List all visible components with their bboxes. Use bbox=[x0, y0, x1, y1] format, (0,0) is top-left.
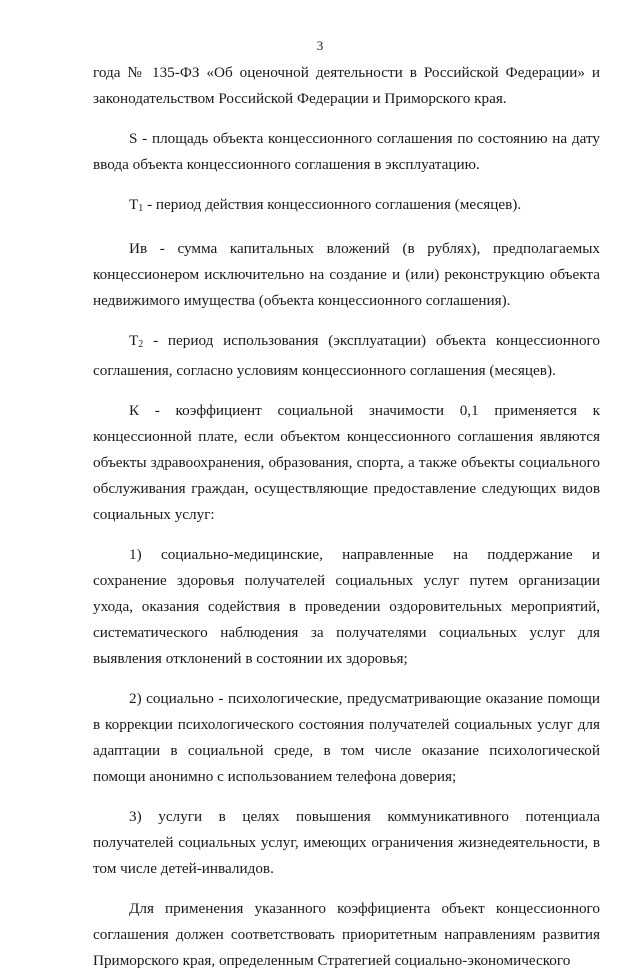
paragraph-k-definition: К - коэффициент социальной значимости 0,1 применяется к концессионной плате, если объектом концессионного соглашения являются объекты здравоохранения, образования, спорта, а также объекты социального обслуживания граждан, осуществляющие предоставление следующих видов социальных услуг: bbox=[93, 402, 600, 523]
t1-subscript: 1 bbox=[138, 203, 144, 214]
paragraph-t1-definition bbox=[93, 192, 600, 222]
page-number: 3 bbox=[316, 38, 324, 53]
t2-text: - период использования (эксплуатации) объекта концессионного соглашения, согласно условиям концессионного соглашения (месяцев). bbox=[93, 332, 600, 379]
t2-subscript: 2 bbox=[138, 339, 144, 350]
t1-symbol: T bbox=[129, 196, 139, 213]
paragraph-coefficient-conditions: Для применения указанного коэффициента объект концессионного соглашения должен соответствовать приоритетным направлениям развития Приморского края, определенным Стратегией социально-экономического bbox=[93, 900, 600, 969]
t1-text: - период действия концессионного соглашения (месяцев). bbox=[143, 196, 522, 213]
paragraph-iv-definition: Ив - сумма капитальных вложений (в рублях), предполагаемых концессионером исключительно на создание и (или) реконструкцию объекта недвижимого имущества (объекта концессионного соглашения). bbox=[93, 240, 600, 309]
paragraph-law-reference: года № 135-ФЗ «Об оценочной деятельности в Российской Федерации» и законодательством Российской Федерации и Приморского края. bbox=[93, 64, 600, 107]
document-body bbox=[93, 60, 600, 974]
t2-symbol: T bbox=[129, 332, 139, 349]
list-item-psychological-services: 2) социально - психологические, предусматривающие оказание помощи в коррекции психологического состояния получателей социальных услуг для адаптации в социальной среде, в том числе оказание психологической помощи анонимно с использованием телефона доверия; bbox=[93, 690, 600, 785]
paragraph-s-definition: S - площадь объекта концессионного соглашения по состоянию на дату ввода объекта концессионного соглашения в эксплуатацию. bbox=[93, 130, 600, 173]
list-item-communication-services: 3) услуги в целях повышения коммуникативного потенциала получателей социальных услуг, имеющих ограничения жизнедеятельности, в том числе детей-инвалидов. bbox=[93, 808, 600, 877]
paragraph-t2-definition bbox=[93, 328, 600, 384]
list-item-medical-services: 1) социально-медицинские, направленные на поддержание и сохранение здоровья получателей социальных услуг путем организации ухода, оказания содействия в проведении оздоровительных мероприятий, систематического наблюдения за получателями социальных услуг для выявления отклонений в состоянии их здоровья; bbox=[93, 546, 600, 667]
